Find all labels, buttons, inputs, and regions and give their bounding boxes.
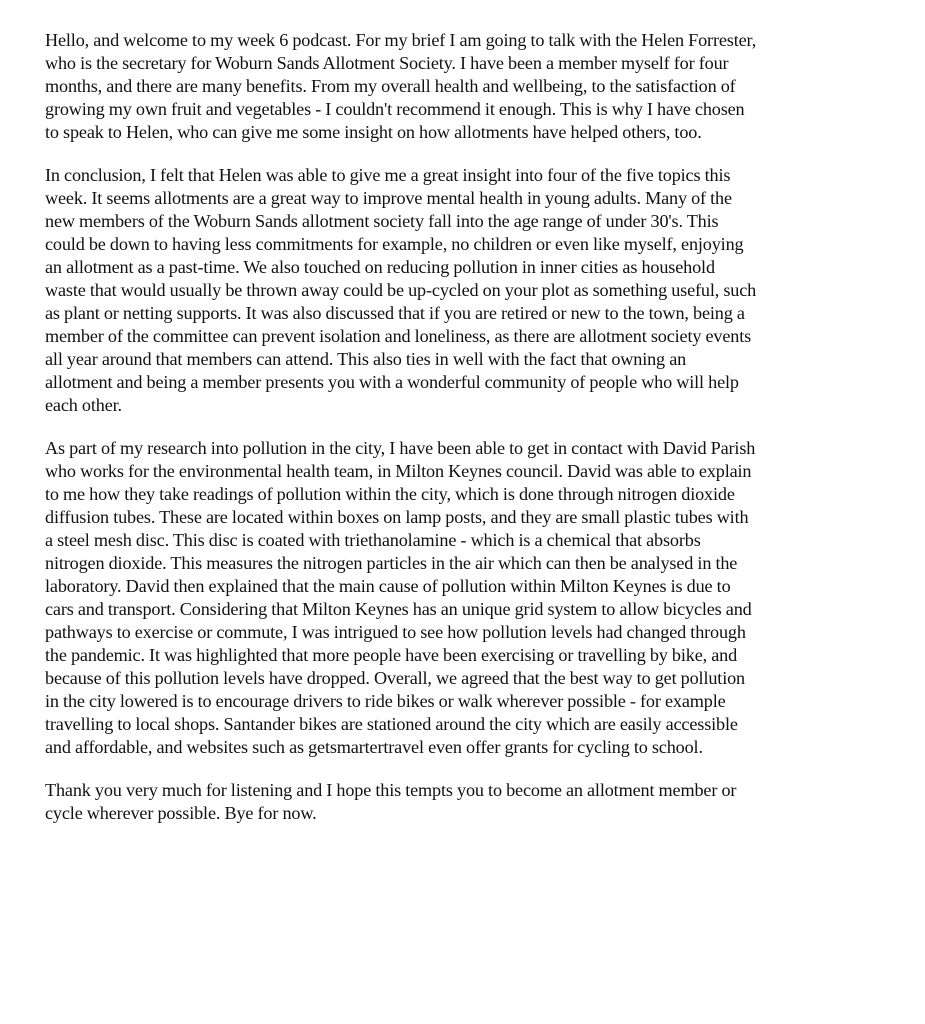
text-line: a steel mesh disc. This disc is coated with triethanolamine - which is a chemical that absorbs (45, 530, 701, 550)
text-line: cars and transport. Considering that Milton Keynes has an unique grid system to allow bicycles and (45, 599, 752, 619)
text-line: pathways to exercise or commute, I was intrigued to see how pollution levels had changed through (45, 622, 746, 642)
text-line: because of this pollution levels have dropped. Overall, we agreed that the best way to get pollution (45, 668, 746, 688)
text-line: months, and there are many benefits. From my overall health and wellbeing, to the satisfaction of (45, 76, 736, 96)
text-line: and affordable, and websites such as getsmartertravel even offer grants for cycling to school. (45, 737, 703, 757)
text-line: week. It seems allotments are a great way to improve mental health in young adults. Many of the (45, 188, 732, 208)
text-line: who works for the environmental health team, in Milton Keynes council. David was able to explain (45, 461, 752, 481)
paragraph-introduction (45, 29, 845, 144)
text-line: Hello, and welcome to my week 6 podcast. For my brief I am going to talk with the Helen Forrester, (45, 30, 757, 50)
text-line: growing my own fruit and vegetables - I couldn't recommend it enough. This is why I have chosen (45, 99, 745, 119)
text-line: an allotment as a past-time. We also touched on reducing pollution in inner cities as household (45, 257, 715, 277)
text-line: the pandemic. It was highlighted that more people have been exercising or travelling by bike, and (45, 645, 738, 665)
paragraph-closing (45, 779, 845, 825)
text-line: could be down to having less commitments for example, no children or even like myself, enjoying (45, 234, 744, 254)
text-line: all year around that members can attend. This also ties in well with the fact that owning an (45, 349, 687, 369)
document-page (45, 29, 845, 845)
text-line: as plant or netting supports. It was also discussed that if you are retired or new to the town, being a (45, 303, 745, 323)
text-line: diffusion tubes. These are located within boxes on lamp posts, and they are small plastic tubes with (45, 507, 749, 527)
text-line: allotment and being a member presents you with a wonderful community of people who will help (45, 372, 739, 392)
text-line: who is the secretary for Woburn Sands Allotment Society. I have been a member myself for four (45, 53, 729, 73)
text-line: waste that would usually be thrown away could be up-cycled on your plot as something useful, such (45, 280, 757, 300)
paragraph-pollution-research (45, 437, 845, 759)
text-line: new members of the Woburn Sands allotment society fall into the age range of under 30's. This (45, 211, 719, 231)
text-line: As part of my research into pollution in the city, I have been able to get in contact with David Parish (45, 438, 756, 458)
text-line: each other. (45, 395, 122, 415)
text-line: laboratory. David then explained that the main cause of pollution within Milton Keynes is due to (45, 576, 731, 596)
paragraph-conclusion (45, 164, 845, 417)
text-line: cycle wherever possible. Bye for now. (45, 803, 317, 823)
text-line: travelling to local shops. Santander bikes are stationed around the city which are easily accessible (45, 714, 738, 734)
text-line: to speak to Helen, who can give me some insight on how allotments have helped others, too. (45, 122, 702, 142)
text-line: In conclusion, I felt that Helen was able to give me a great insight into four of the five topics this (45, 165, 731, 185)
text-line: in the city lowered is to encourage drivers to ride bikes or walk wherever possible - for example (45, 691, 726, 711)
text-line: nitrogen dioxide. This measures the nitrogen particles in the air which can then be analysed in the (45, 553, 738, 573)
text-line: Thank you very much for listening and I hope this tempts you to become an allotment member or (45, 780, 737, 800)
text-line: to me how they take readings of pollution within the city, which is done through nitrogen dioxide (45, 484, 735, 504)
text-line: member of the committee can prevent isolation and loneliness, as there are allotment society events (45, 326, 752, 346)
